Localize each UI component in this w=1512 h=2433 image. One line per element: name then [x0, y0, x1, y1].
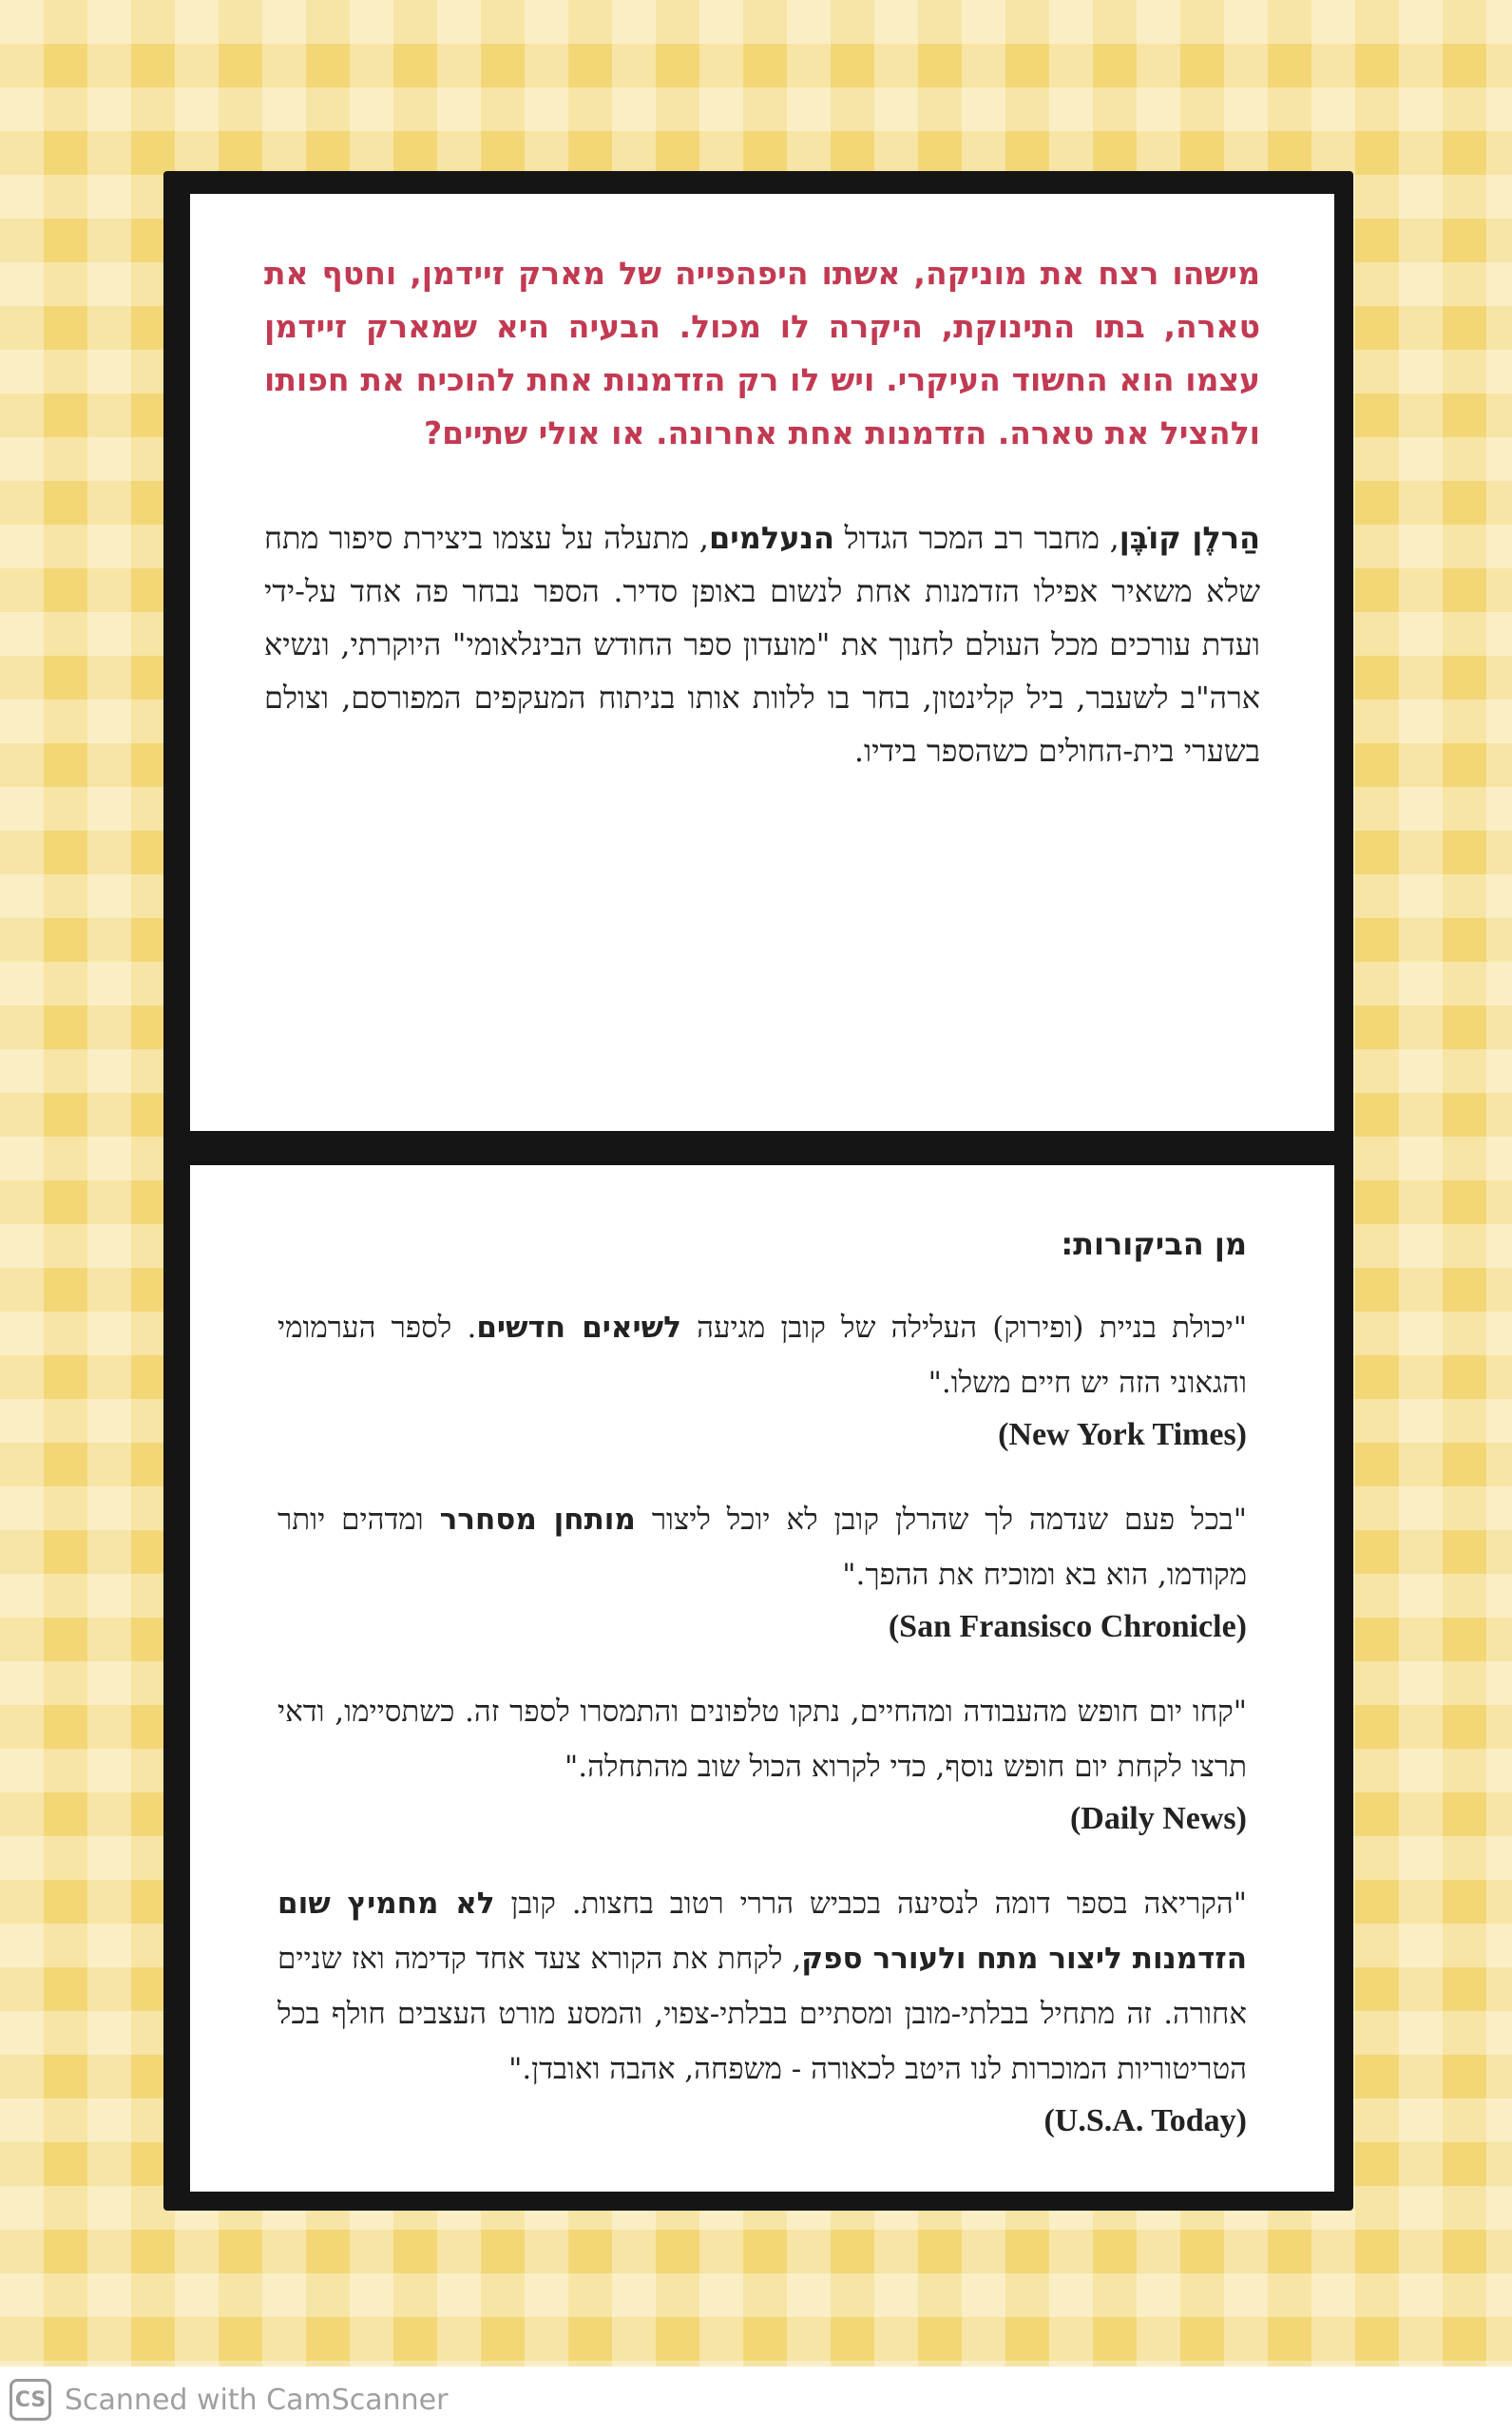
- quote-text: "בכל פעם שנדמה לך שהרלן קובן לא יוכל ליצור: [635, 1503, 1247, 1537]
- review-quote: [278, 1300, 1247, 1410]
- quote-text: "הקריאה בספר דומה לנסיעה בכביש הררי רטוב בחצות. קובן: [494, 1887, 1247, 1921]
- review-item: [278, 1876, 1247, 2146]
- about-text-1: , מחבר רב המכר הגדול: [833, 520, 1120, 556]
- reviews-heading: מן הביקורות:: [1061, 1226, 1247, 1262]
- quote-text: "יכולת בניית (ופירוק) העלילה של קובן מגיעה: [680, 1311, 1247, 1345]
- author-name: הַרלֶן קוֹבֶּן: [1119, 520, 1261, 556]
- review-source: (U.S.A. Today): [1043, 2103, 1247, 2138]
- review-quote: [278, 1876, 1247, 2097]
- quote-text: "קחו יום חופש מהעבודה ומהחיים, נתקו טלפונים והתמסרו לספר זה. כשתסיימו, ודאי תרצו לקחת יום חופש נוסף, כדי לקרוא הכול שוב מהתחלה.": [278, 1695, 1247, 1784]
- book-title: הנעלמים: [708, 520, 834, 556]
- quote-highlight: לא מחמיץ שום הזדמנות ליצור מתח ולעורר ספק: [278, 1887, 1248, 1976]
- camscanner-logo-icon: CS: [10, 2379, 51, 2421]
- review-source: (San Fransisco Chronicle): [888, 1609, 1247, 1644]
- watermark-text: Scanned with CamScanner: [65, 2383, 449, 2417]
- synopsis-panel: [190, 194, 1334, 1131]
- quote-text: . לספר הערמומי והגאוני הזה יש חיים משלו.": [278, 1311, 1247, 1400]
- review-quote: [278, 1492, 1247, 1602]
- reviews-panel: [190, 1165, 1334, 2192]
- review-item: [278, 1684, 1247, 1844]
- review-quote: [278, 1684, 1247, 1794]
- black-frame: [163, 171, 1353, 2211]
- quote-highlight: מותחן מסחרר: [439, 1503, 636, 1537]
- review-item: [278, 1492, 1247, 1652]
- review-source: (Daily News): [1069, 1801, 1247, 1836]
- quote-text: , לקחת את הקורא צעד אחד קדימה ואז שניים אחורה. זה מתחיל בבלתי-מובן ומסתיים בבלתי-צפוי, והמסע מורט העצבים חולף בכל הטריטוריות המוכרות לנו היטב לכאורה - משפחה, אהבה ואובדן.": [278, 1942, 1247, 2086]
- quote-text: ומדהים יותר מקודמו, הוא בא ומוכיח את ההפך.": [278, 1503, 1247, 1592]
- scanner-watermark: [0, 2366, 1512, 2433]
- quote-highlight: לשיאים חדשים: [476, 1311, 681, 1345]
- about-text-2: , מתעלה על עצמו ביצירת סיפור מתח שלא משאיר אפילו הזדמנות אחת לנשום באופן סדיר. הספר נבחר פה אחד על-ידי ועדת עורכים מכל העולם לחנוך את "מועדון ספר החודש הבינלאומי" היוקרתי, ונשיא ארה"ב לשעבר, ביל קלינטון, בחר בו ללוות אותו בניתוח המעקפים המפורסם, וצולם בשערי בית-החולים כשהספר בידיו.: [264, 520, 1261, 769]
- review-item: [278, 1300, 1247, 1460]
- synopsis-blurb: מישהו רצח את מוניקה, אשתו היפהפייה של מארק זיידמן, וחטף את טארה, בתו התינוקת, היקרה לו מכול. הבעיה היא שמארק זיידמן עצמו הוא החשוד העיקרי. ויש לו רק הזדמנות אחת להוכיח את חפותו ולהציל את טארה. הזדמנות אחת אחרונה. או אולי שתיים?: [264, 255, 1260, 451]
- review-source: (New York Times): [998, 1417, 1247, 1452]
- about-author-paragraph: [264, 511, 1260, 777]
